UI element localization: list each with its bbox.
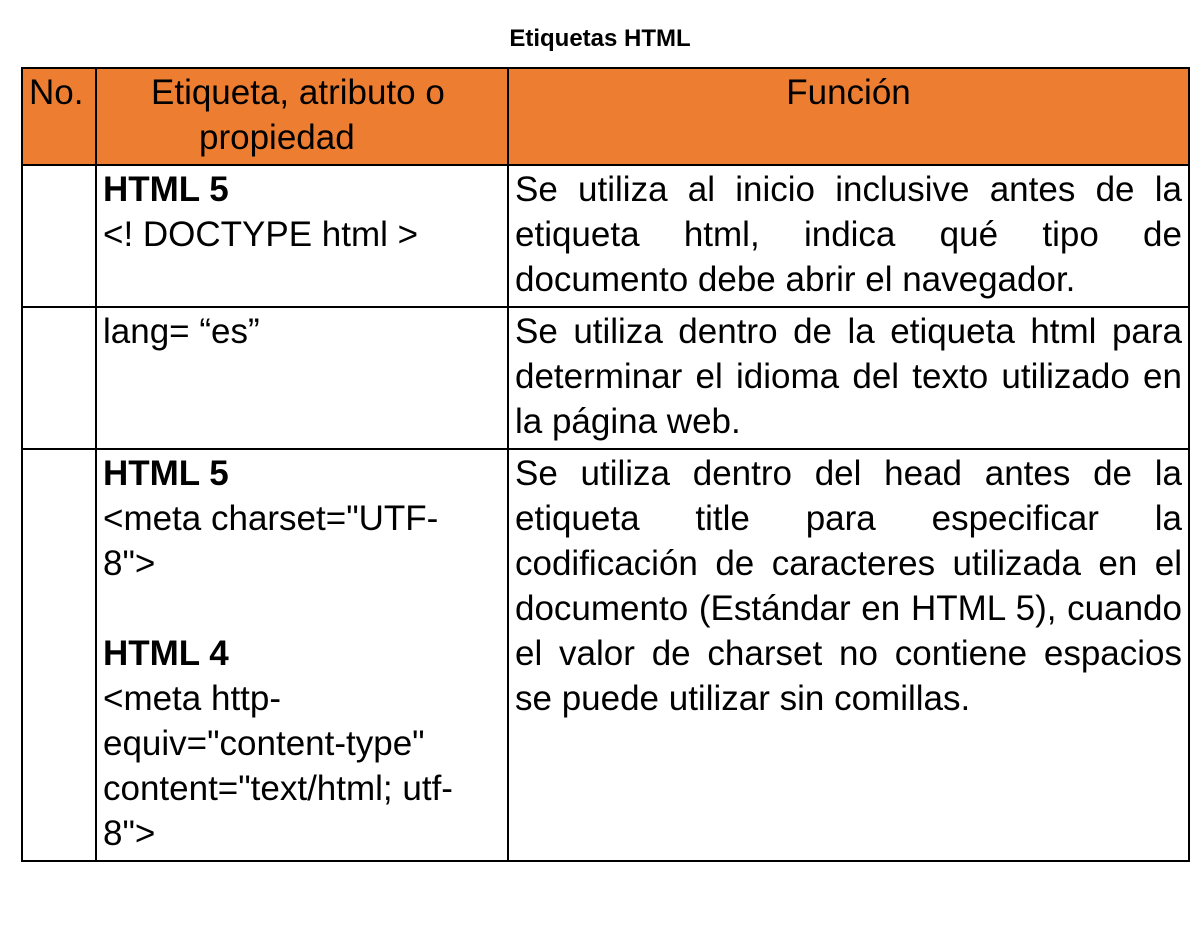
function-cell: Se utiliza al inicio inclusive antes de la etiqueta html, indica qué tipo de documento debe abrir el navegador. [508, 165, 1189, 307]
header-function: Función [508, 68, 1189, 165]
header-tag-line1: Etiqueta, atributo o [151, 73, 445, 112]
table-row [22, 307, 1189, 449]
function-cell: Se utiliza dentro del head antes de la etiqueta title para especificar la codificación de caracteres utilizada en el documento (Estándar en HTML 5), cuando el valor de charset no contiene espacios se puede utilizar sin comillas. [508, 449, 1189, 861]
row-number-cell [22, 449, 96, 861]
tag-code-line: <meta charset="UTF- [103, 499, 439, 538]
tag-cell [96, 165, 508, 307]
tag-code-line: equiv="content-type" [103, 724, 425, 763]
tag-cell [96, 449, 508, 861]
document-title: Etiquetas HTML [509, 25, 691, 52]
tag-code-line: 8"> [103, 544, 156, 583]
table-row [22, 449, 1189, 861]
tag-cell [96, 307, 508, 449]
tag-code-line: lang= “es” [103, 312, 260, 351]
html-version-label: HTML 4 [103, 634, 229, 673]
tag-code-line: <! DOCTYPE html > [103, 215, 419, 254]
function-cell: Se utiliza dentro de la etiqueta html para determinar el idioma del texto utilizado en la página web. [508, 307, 1189, 449]
row-number-cell [22, 165, 96, 307]
tag-code-line: content="text/html; utf- [103, 769, 453, 808]
header-tag-line2: propiedad [199, 118, 355, 157]
spacer [103, 586, 501, 631]
table-header-row [22, 68, 1189, 165]
html-version-label: HTML 5 [103, 170, 229, 209]
header-no: No. [22, 68, 96, 165]
tag-code-line: <meta http- [103, 679, 282, 718]
header-tag [96, 68, 508, 165]
html-tags-table [21, 67, 1190, 862]
table-row [22, 165, 1189, 307]
row-number-cell [22, 307, 96, 449]
tag-code-line: 8"> [103, 814, 156, 853]
html-version-label: HTML 5 [103, 454, 229, 493]
